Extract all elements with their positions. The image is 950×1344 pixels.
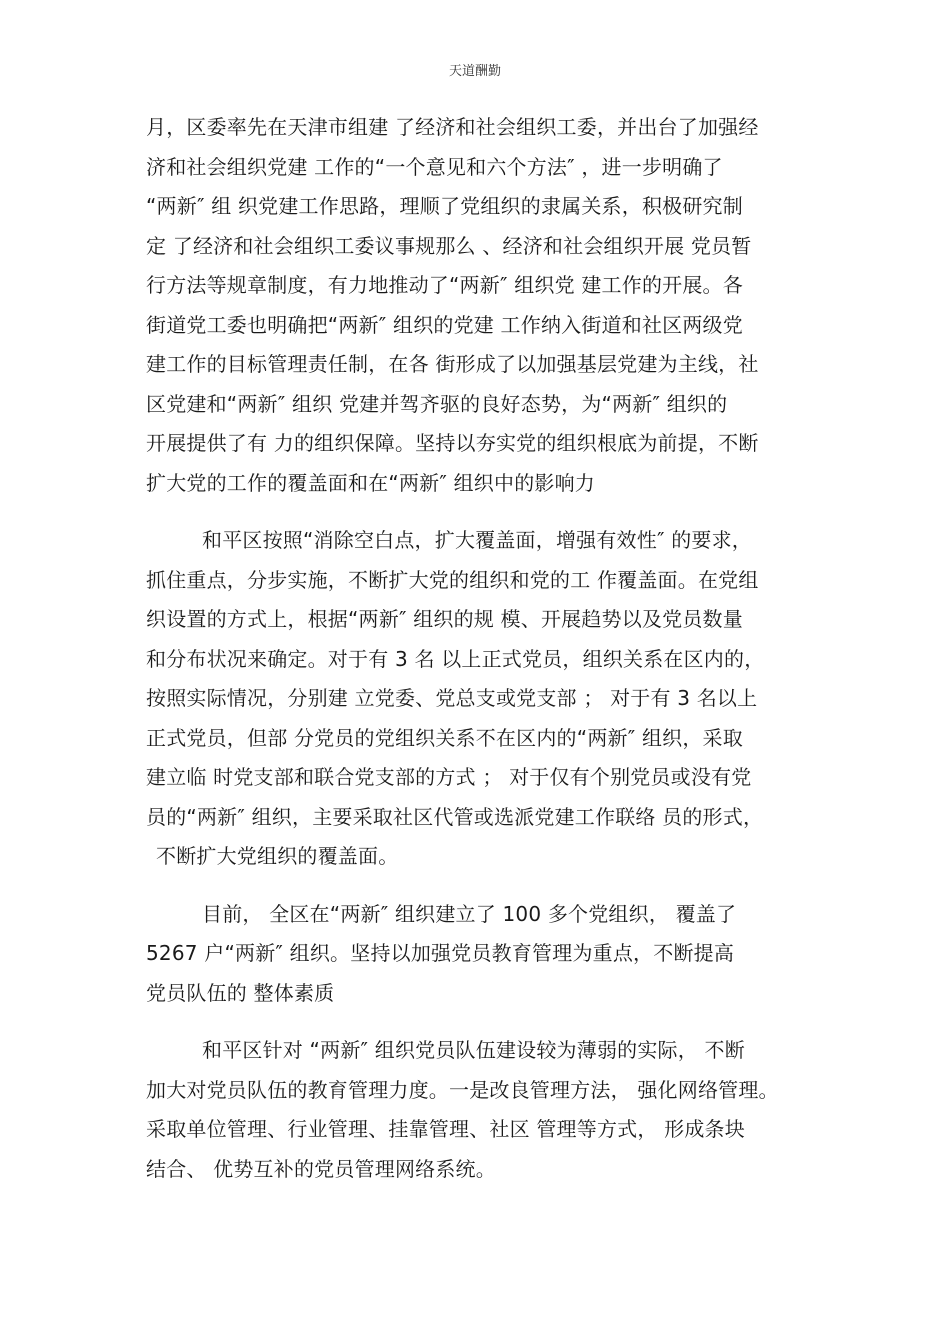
text-line: 和平区按照“消除空白点，扩大覆盖面，增强有效性″ 的要求， bbox=[202, 528, 752, 552]
text-line: 街道党工委也明确把“两新″ 组织的党建 工作纳入街道和社区两级党 bbox=[146, 312, 743, 337]
text-line: 月，区委率先在天津市组建 了经济和社会组织工委，并出台了加强经 bbox=[146, 115, 759, 139]
text-line: 不断扩大党组织的覆盖面。 bbox=[156, 844, 399, 868]
text-line: 员的“两新″ 组织，主要采取社区代管或选派党建工作联络 员的形式， bbox=[146, 804, 764, 829]
text-line: 定 了经济和社会组织工委议事规那么 、经济和社会组织开展 党员暂 bbox=[146, 233, 752, 258]
text-line: 采取单位管理、行业管理、挂靠管理、社区 管理等方式， 形成条块 bbox=[146, 1117, 745, 1141]
paragraph-gap bbox=[146, 877, 816, 895]
text-line: 按照实际情况，分别建 立党委、党总支或党支部 ； 对于有 3 名以上 bbox=[146, 686, 758, 710]
text-line: 济和社会组织党建 工作的“一个意见和六个方法″ ，进一步明确了 bbox=[146, 154, 723, 179]
text-line: 和分布状况来确定。对于有 3 名 以上正式党员，组织关系在区内的， bbox=[146, 646, 765, 671]
text-line: 开展提供了有 力的组织保障。坚持以夯实党的组织根底为前提，不断 bbox=[146, 431, 759, 455]
paragraph-2 bbox=[146, 521, 816, 877]
text-line: 5267 户“两新″ 组织。坚持以加强党员教育管理为重点，不断提高 bbox=[146, 941, 735, 965]
paragraph-4 bbox=[146, 1031, 816, 1189]
text-line: “两新″ 组 织党建工作思路，理顺了党组织的隶属关系，积极研究制 bbox=[146, 194, 743, 218]
text-line: 党员队伍的 整体素质 bbox=[146, 980, 335, 1005]
text-line: 正式党员，但部 分党员的党组织关系不在区内的“两新″ 组织，采取 bbox=[146, 725, 743, 750]
text-line: 目前， 全区在“两新″ 组织建立了 100 多个党组织， 覆盖了 bbox=[202, 901, 737, 926]
text-line: 织设置的方式上，根据“两新″ 组织的规 模、开展趋势以及党员数量 bbox=[146, 607, 743, 631]
text-line: 结合、 优势互补的党员管理网络系统。 bbox=[146, 1156, 496, 1181]
text-line: 和平区针对 “两新″ 组织党员队伍建设较为薄弱的实际， 不断 bbox=[202, 1038, 745, 1062]
paragraph-3 bbox=[146, 895, 816, 1014]
paragraph-gap bbox=[146, 1013, 816, 1031]
text-line: 建立临 时党支部和联合党支部的方式 ； 对于仅有个别党员或没有党 bbox=[146, 765, 752, 789]
text-line: 扩大党的工作的覆盖面和在“两新″ 组织中的影响力 bbox=[146, 470, 595, 495]
paragraph-1 bbox=[146, 108, 816, 503]
page-header: 天道酬勤 bbox=[448, 64, 501, 79]
text-line: 加大对党员队伍的教育管理力度。一是改良管理方法， 强化网络管理。 bbox=[146, 1077, 779, 1102]
paragraph-gap bbox=[146, 503, 816, 521]
text-line: 建工作的目标管理责任制，在各 街形成了以加强基层党建为主线，社 bbox=[146, 352, 759, 376]
text-line: 行方法等规章制度，有力地推动了“两新″ 组织党 建工作的开展。各 bbox=[146, 273, 743, 297]
text-line: 区党建和“两新″ 组织 党建并驾齐驱的良好态势，为“两新″ 组织的 bbox=[146, 391, 728, 416]
document-body bbox=[146, 108, 816, 1189]
text-line: 抓住重点，分步实施，不断扩大党的组织和党的工 作覆盖面。在党组 bbox=[146, 567, 759, 592]
